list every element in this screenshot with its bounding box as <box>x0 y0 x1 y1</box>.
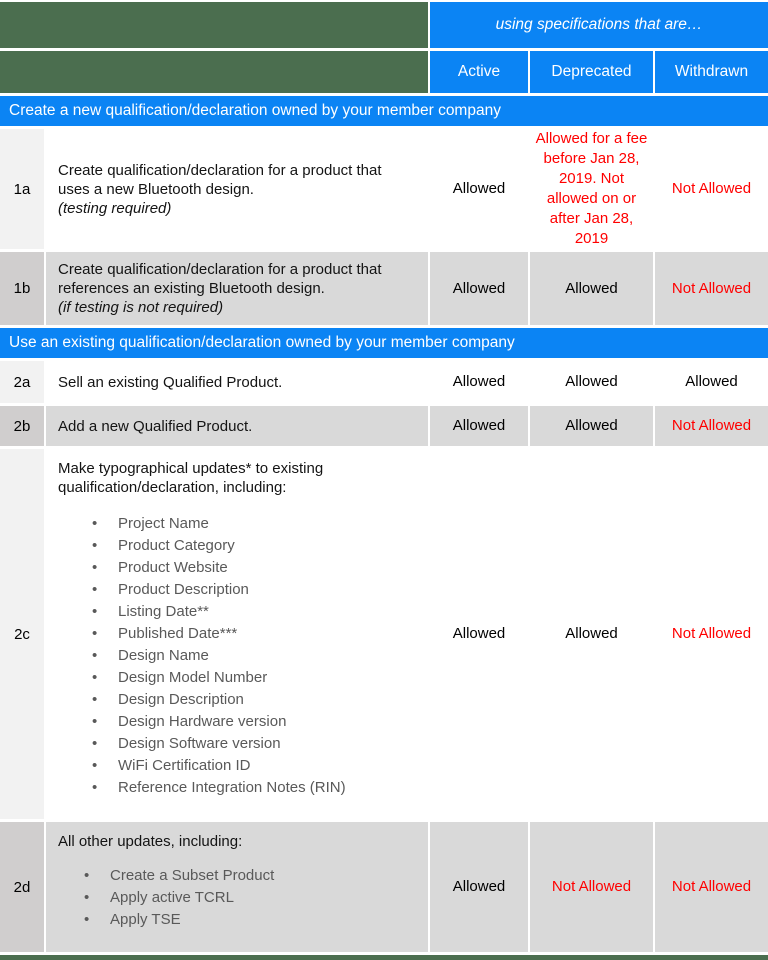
cell-2c-deprecated: Allowed <box>565 625 618 642</box>
cell-2c-withdrawn: Not Allowed <box>671 625 752 642</box>
spec-caption: using specifications that are… <box>430 2 768 48</box>
row-desc-note-1b: (if testing is not required) <box>58 299 224 316</box>
cell-2d-deprecated: Not Allowed <box>530 822 653 952</box>
cell-2d-withdrawn: Not Allowed <box>655 822 768 952</box>
row-desc-2d <box>46 822 428 952</box>
cell-1a-active: Allowed <box>452 180 506 197</box>
bullet-item: • Product Category <box>92 535 346 557</box>
cell-2d-active: Allowed <box>430 822 528 952</box>
section2-banner-row <box>0 328 768 358</box>
row-desc-2a <box>46 361 428 403</box>
bullet-item: • Design Hardware version <box>92 711 346 733</box>
table-row-1b <box>0 252 768 325</box>
bullet-item: • Design Name <box>92 645 346 667</box>
row-desc-text-2c: Make typographical updates* to existing qualification/declaration, including: <box>58 460 324 496</box>
bullet-item: • Design Software version <box>92 733 346 755</box>
row-desc-note-1a: (testing required) <box>58 199 172 217</box>
table-row-2b <box>0 406 768 446</box>
header-green-spacer <box>0 2 428 48</box>
bullet-item: • WiFi Certification ID <box>92 755 346 777</box>
table-row-2d <box>0 822 768 952</box>
bottom-green-strip <box>0 955 768 960</box>
column-header-active: Active <box>430 51 528 93</box>
section2-title: Use an existing qualification/declaration owned by your member company <box>0 328 768 358</box>
row-id-1b: 1b <box>0 252 44 325</box>
bullet-item: • Listing Date** <box>92 601 346 623</box>
cell-2c-active: Allowed <box>452 625 506 642</box>
bullet-item: • Create a Subset Product <box>84 865 274 887</box>
bullet-item: • Product Description <box>92 579 346 601</box>
bullet-item: • Apply active TCRL <box>84 887 274 909</box>
table-row-2c <box>0 449 768 819</box>
row-desc-1b <box>46 252 428 325</box>
bullet-item: • Reference Integration Notes (RIN) <box>92 777 346 799</box>
bullet-item: • Design Model Number <box>92 667 346 689</box>
cell-2b-deprecated: Allowed <box>530 406 653 446</box>
bullet-item: • Product Website <box>92 557 346 579</box>
cell-1b-active: Allowed <box>430 252 528 325</box>
row-desc-2b <box>46 406 428 446</box>
cell-2b-withdrawn: Not Allowed <box>655 406 768 446</box>
bullet-item: • Project Name <box>92 513 346 535</box>
cell-1a-deprecated: Allowed for a fee before Jan 28, 2019. Not allowed on or after Jan 28, 2019 <box>535 130 648 247</box>
section1-banner-row <box>0 96 768 126</box>
row-id-2a: 2a <box>0 361 44 403</box>
table-row-1a <box>0 129 768 249</box>
header-row-columns <box>0 51 768 93</box>
cell-1b-deprecated: Allowed <box>530 252 653 325</box>
section1-title: Create a new qualification/declaration owned by your member company <box>0 96 768 126</box>
row-2d-bullet-list <box>58 865 274 931</box>
table-row-2a <box>0 361 768 403</box>
bullet-item: • Apply TSE <box>84 909 274 931</box>
column-header-withdrawn: Withdrawn <box>655 51 768 93</box>
header-green-spacer-2 <box>0 51 428 93</box>
cell-1a-withdrawn: Not Allowed <box>671 180 752 197</box>
row-desc-text-2b: Add a new Qualified Product. <box>58 417 253 435</box>
bullet-item: • Design Description <box>92 689 346 711</box>
row-id-2d: 2d <box>0 822 44 952</box>
cell-1b-withdrawn: Not Allowed <box>655 252 768 325</box>
row-desc-text-2d: All other updates, including: <box>58 833 243 850</box>
row-desc-text-2a: Sell an existing Qualified Product. <box>58 373 283 391</box>
cell-2a-active: Allowed <box>452 373 506 390</box>
cell-2a-withdrawn: Allowed <box>685 373 738 390</box>
column-header-deprecated: Deprecated <box>530 51 653 93</box>
row-id-2c: 2c <box>0 449 44 819</box>
row-desc-text-1b: Create qualification/declaration for a product that references an existing Bluetooth design. <box>58 261 382 297</box>
row-id-2b: 2b <box>0 406 44 446</box>
cell-2b-active: Allowed <box>430 406 528 446</box>
header-row-top <box>0 2 768 48</box>
row-id-1a: 1a <box>0 129 44 249</box>
row-desc-2c <box>46 449 428 819</box>
bullet-item: • Published Date*** <box>92 623 346 645</box>
row-desc-1a <box>46 129 428 249</box>
cell-2a-deprecated: Allowed <box>565 373 618 390</box>
row-2c-bullet-list <box>58 513 346 799</box>
row-desc-text-1a: Create qualification/declaration for a product that uses a new Bluetooth design. <box>58 161 382 198</box>
